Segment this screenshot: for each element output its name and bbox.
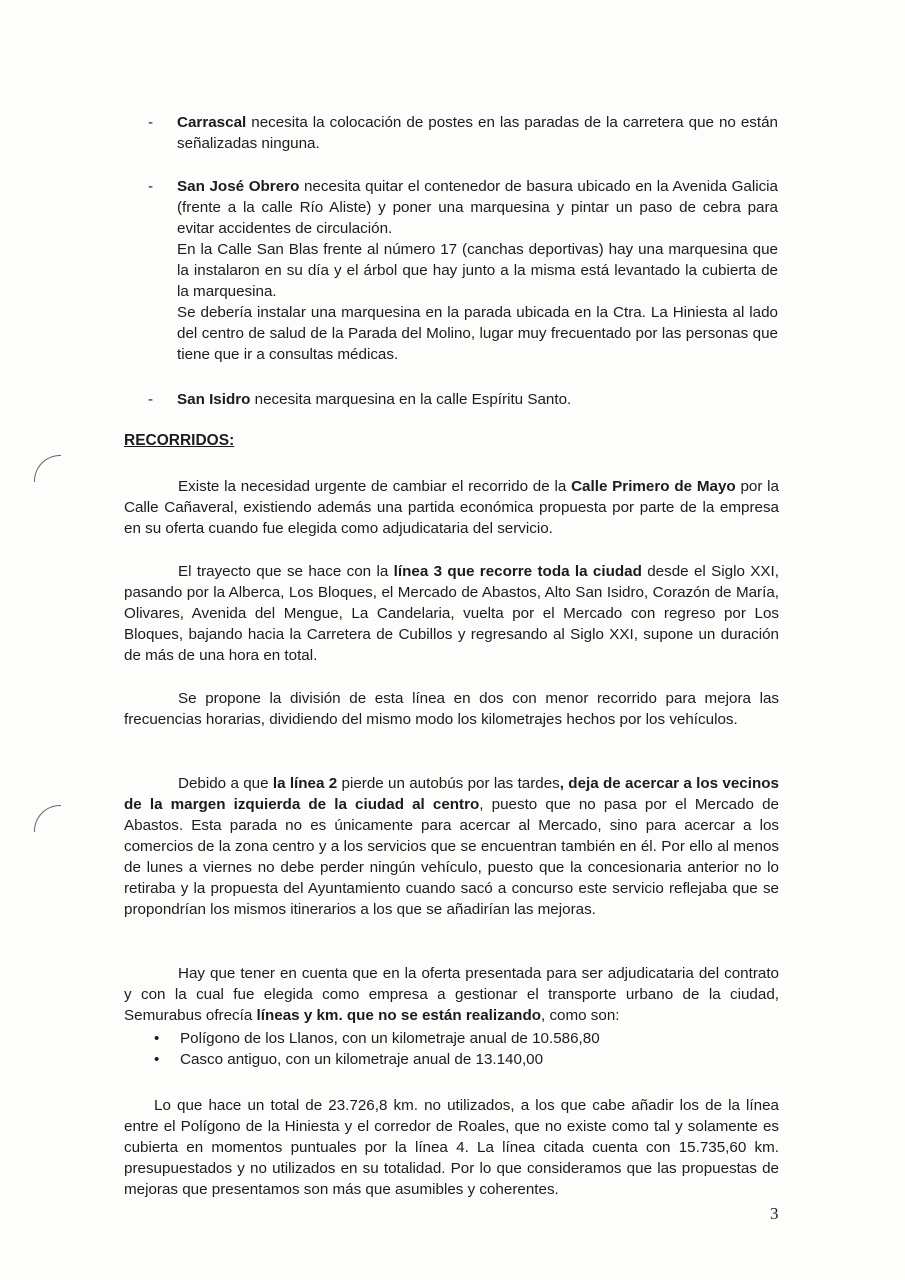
bullet-text bbox=[177, 176, 778, 239]
text: , como son: bbox=[541, 1007, 620, 1024]
bullet-text bbox=[177, 389, 778, 410]
bold-text: la línea 2 bbox=[272, 775, 338, 792]
text: por la Calle Cañaveral, existiendo además una partida económica propuesta por parte de la empresa en su oferta cuando fue elegida como adjudicataria del servicio. bbox=[124, 478, 779, 537]
paragraph-linea-3 bbox=[124, 561, 779, 666]
bullet-carrascal bbox=[148, 112, 778, 154]
bullet-dash: - bbox=[148, 178, 154, 195]
text: desde el Siglo XXI, pasando por la Alberca, Los Bloques, el Mercado de Abastos, Alto San Isidro, Corazón de María, Olivares, Avenida del Mengue, La Candelaria, vuelta por el Mercado con regreso por Los Bloques, bajando hacia la Carretera de Cubillos y regresando al Siglo XXI, supone un duración de más de una hora en total. bbox=[124, 563, 779, 664]
paragraph-division-linea bbox=[124, 688, 779, 730]
bullet-title: San José Obrero bbox=[177, 178, 300, 195]
text: Hay que tener en cuenta que en la oferta presentada para ser adjudicataria del contrato y con la cual fue elegida como empresa a gestionar el transporte urbano de la ciudad, Semurabus ofrecía bbox=[124, 965, 779, 1024]
bullet-extra-hiniesta: Se debería instalar una marquesina en la parada ubicada en la Ctra. La Hiniesta al lado del centro de salud de la Parada del Molino, lugar muy frecuentado por las personas que tiene que ir a consultas médicas. bbox=[177, 304, 778, 363]
punch-hole-mark bbox=[34, 805, 61, 832]
bold-text: líneas y km. que no se están realizando bbox=[256, 1007, 541, 1024]
text: El trayecto que se hace con la bbox=[178, 563, 394, 580]
bold-text: línea 3 que recorre toda la ciudad bbox=[393, 563, 642, 580]
text: Debido a que bbox=[178, 775, 273, 792]
bold-text: Calle Primero de Mayo bbox=[571, 478, 736, 495]
text: pierde un autobús por las tardes bbox=[337, 775, 560, 792]
list-item bbox=[124, 1049, 779, 1070]
bullet-dot-icon: • bbox=[154, 1051, 160, 1068]
bullet-dash: - bbox=[148, 114, 154, 131]
paragraph-linea-2 bbox=[124, 773, 779, 920]
text: Existe la necesidad urgente de cambiar el recorrido de la bbox=[178, 478, 572, 495]
bullet-body: necesita la colocación de postes en las paradas de la carretera que no están señalizadas ninguna. bbox=[177, 114, 778, 152]
bullet-extra-san-blas: En la Calle San Blas frente al número 17 (canchas deportivas) hay una marquesina que la instalaron en su día y el árbol que hay junto a la misma está levantado la cubierta de la marquesina. bbox=[177, 241, 778, 300]
bullet-san-jose-obrero bbox=[148, 176, 778, 365]
section-heading: RECORRIDOS: bbox=[124, 432, 235, 449]
bullet-title: Carrascal bbox=[177, 114, 247, 131]
text: Lo que hace un total de 23.726,8 km. no utilizados, a los que cabe añadir los de la línea entre el Polígono de la Hiniesta y el corredor de Roales, que no existe como tal y solamente es cubierta en momentos puntuales por la línea 4. La línea citada cuenta con 15.735,60 km. presupuestados y no utilizados en su totalidad. Por lo que consideramos que las propuestas de mejoras que presentamos son más que asumibles y coherentes. bbox=[124, 1097, 779, 1198]
punch-hole-mark bbox=[34, 455, 61, 482]
list-item-text: Polígono de los Llanos, con un kilometraje anual de 10.586,80 bbox=[180, 1030, 600, 1047]
kilometraje-list bbox=[124, 1028, 779, 1070]
bullet-san-isidro bbox=[148, 389, 778, 410]
text: Se propone la división de esta línea en dos con menor recorrido para mejora las frecuencias horarias, dividiendo del mismo modo los kilometrajes hechos por los vehículos. bbox=[124, 690, 779, 728]
bullet-body: necesita marquesina en la calle Espíritu Santo. bbox=[250, 391, 572, 408]
bold-text: , deja de acercar a los vecinos de la margen izquierda de la ciudad al centro bbox=[124, 775, 779, 813]
list-item bbox=[124, 1028, 779, 1049]
paragraph-semurabus bbox=[124, 963, 779, 1026]
bullet-dot-icon: • bbox=[154, 1030, 160, 1047]
page-number: 3 bbox=[770, 1204, 779, 1223]
bullet-text bbox=[177, 112, 778, 154]
bullet-title: San Isidro bbox=[177, 391, 251, 408]
bullet-dash: - bbox=[148, 391, 154, 408]
text: , puesto que no pasa por el Mercado de Abastos. Esta parada no es únicamente para acercar al Mercado, sino para acercar a los comercios de la zona centro y a los servicios que se encuentran también en él. Por ello al menos de lunes a viernes no debe perder ningún vehículo, puesto que la concesionaria anterior no lo retiraba y la propuesta del Ayuntamiento cuando sacó a concurso este servicio reflejaba que se propondrían los mismos itinerarios a los que se añadirían las mejoras. bbox=[124, 796, 779, 918]
list-item-text: Casco antiguo, con un kilometraje anual de 13.140,00 bbox=[180, 1051, 544, 1068]
paragraph-total-km bbox=[124, 1095, 779, 1200]
bullet-body: necesita quitar el contenedor de basura ubicado en la Avenida Galicia (frente a la calle Río Aliste) y poner una marquesina y pintar un paso de cebra para evitar accidentes de circulación. bbox=[177, 178, 779, 237]
paragraph-calle-primero-mayo bbox=[124, 476, 779, 539]
